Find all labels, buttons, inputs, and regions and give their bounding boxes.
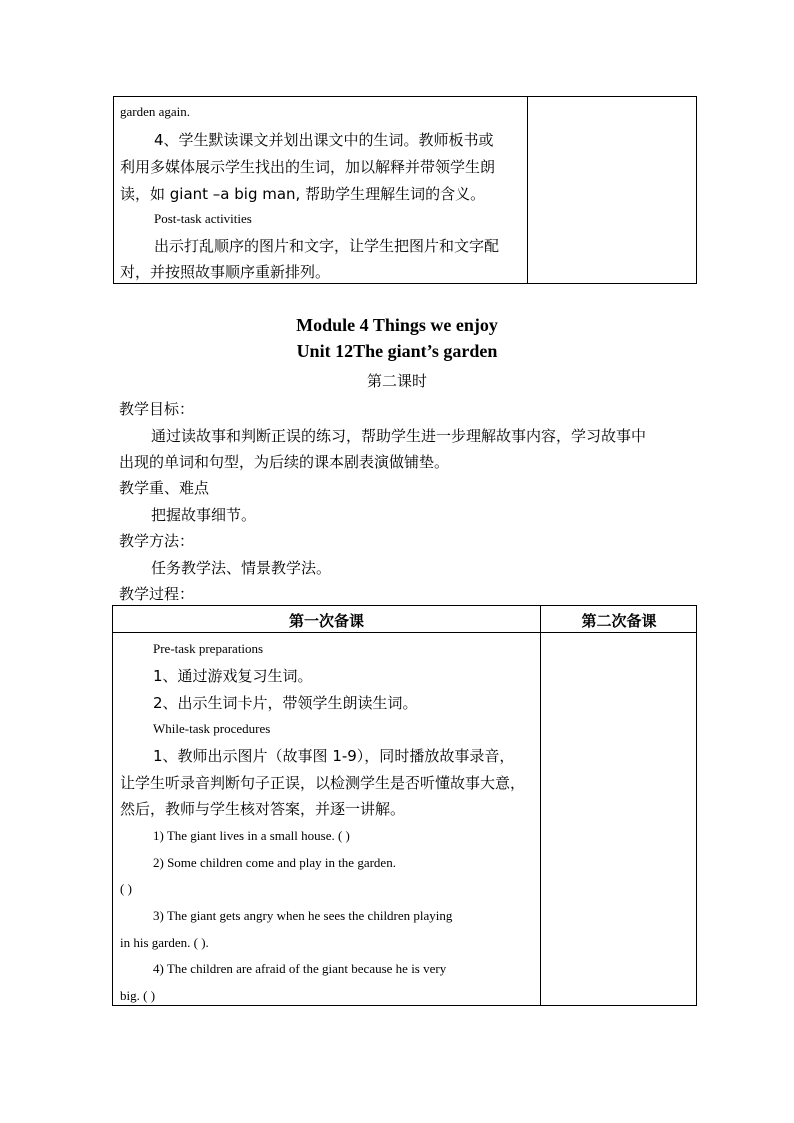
text-line: Post-task activities [154,211,252,226]
question-item: ( ) [120,881,132,896]
question-item: big. ( ) [120,988,156,1003]
text-line: 出示打乱顺序的图片和文字，让学生把图片和文字配 [154,237,500,255]
goals-text: 出现的单词和句型，为后续的课本剧表演做铺垫。 [119,453,450,471]
process-label: 教学过程： [119,585,195,603]
table-column-divider [540,606,541,1005]
text-line: 然后，教师与学生核对答案，并逐一讲解。 [120,800,406,818]
key-points-label: 教学重、难点 [119,479,210,497]
table-header-divider [113,632,696,633]
goals-label: 教学目标： [119,400,195,418]
text-line: 利用多媒体展示学生找出的生词，加以解释并带领学生朗 [120,158,496,176]
text-line: 让学生听录音判断句子正误，以检测学生是否听懂故事大意， [120,774,526,792]
module-title: Module 4 Things we enjoy [296,315,498,335]
question-item: in his garden. ( ). [120,935,209,950]
stage-title: While-task procedures [153,721,271,736]
question-item: 4) The children are afraid of the giant because he is very [153,961,447,976]
key-points-text: 把握故事细节。 [151,506,257,524]
question-item: 3) The giant gets angry when he sees the children playing [153,908,453,923]
question-item: 1) The giant lives in a small house. ( ) [153,828,350,843]
lesson-label: 第二课时 [366,372,427,390]
text-line: 读，如 giant –a big man, 帮助学生理解生词的含义。 [120,185,486,203]
header-first-lesson: 第一次备课 [288,612,364,630]
method-label: 教学方法： [119,532,195,550]
text-line: garden again. [120,104,191,119]
question-item: 2) Some children come and play in the garden. [153,855,396,870]
goals-text: 通过读故事和判断正误的练习，帮助学生进一步理解故事内容，学习故事中 [151,427,647,445]
stage-title: Pre-task preparations [153,641,264,656]
table-column-divider [527,97,528,283]
text-line: 4、学生默读课文并划出课文中的生词。教师板书或 [154,131,494,149]
text-line: 1、通过游戏复习生词。 [153,667,313,685]
continuation-table [113,96,697,284]
lesson-plan-table [112,605,697,1006]
text-line: 对，并按照故事顺序重新排列。 [120,263,331,281]
text-line: 1、教师出示图片（故事图 1-9），同时播放故事录音， [153,747,515,765]
header-second-lesson: 第二次备课 [581,612,657,630]
method-text: 任务教学法、情景教学法。 [151,559,332,577]
text-line: 2、出示生词卡片，带领学生朗读生词。 [153,694,418,712]
unit-title: Unit 12The giant’s garden [296,341,498,361]
